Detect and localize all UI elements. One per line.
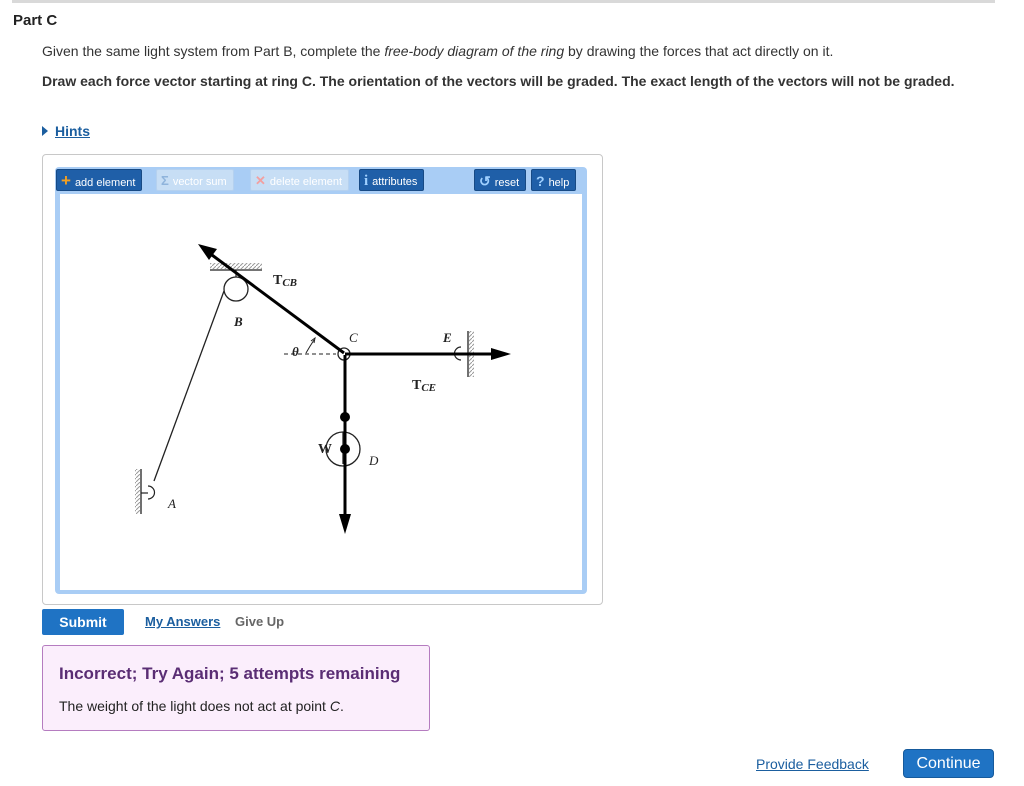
attributes-button[interactable] [359,169,424,191]
intro-emphasis: free-body diagram of the ring [384,43,565,59]
attributes-label: attributes [372,176,418,188]
drawing-canvas[interactable] [60,194,582,590]
top-divider [12,0,995,3]
plus-icon: + [61,171,71,190]
question-intro [42,43,833,59]
submit-button[interactable]: Submit [42,609,124,635]
give-up-link[interactable]: Give Up [235,614,285,629]
rope-ab [154,291,224,481]
label-tcb: TCB [273,273,298,289]
label-theta: θ [292,344,299,359]
label-b: B [234,314,243,329]
add-element-label: add element [74,177,136,189]
label-e: E [443,330,452,345]
info-icon: i [364,173,369,189]
feedback-box [42,645,430,731]
instructions: Draw each force vector starting at ring C. The orientation of the vectors will be graded. The exact length of the vectors will not be graded. [42,73,955,89]
free-body-diagram [60,194,582,590]
intro-text: Given the same light system from Part B, complete the [42,43,385,59]
vector-handle[interactable] [340,412,350,422]
ceiling-support-b [210,263,262,301]
help-button[interactable] [531,169,576,191]
delete-element-label: delete element [269,176,343,188]
vector-tce[interactable] [345,348,511,360]
wall-support-a [135,469,155,514]
reset-icon: ↺ [479,173,491,189]
provide-feedback-link[interactable]: Provide Feedback [756,756,869,772]
vector-tcb[interactable] [198,244,344,353]
sigma-icon: Σ [161,173,169,188]
hints-link[interactable]: Hints [55,123,90,139]
intro-text-end: by drawing the forces that act directly on it. [564,43,834,59]
question-icon: ? [536,173,545,189]
angle-arc [306,340,314,353]
label-c: C [349,330,358,345]
label-w: W [318,442,332,457]
reset-button[interactable] [474,169,526,191]
delete-element-button[interactable] [250,169,349,191]
vector-drawing-applet [42,154,603,605]
label-d: D [369,453,379,468]
applet-frame [55,167,587,594]
vector-handle[interactable] [340,444,350,454]
part-title: Part C [13,12,58,29]
label-a: A [168,496,176,511]
vector-sum-button[interactable] [156,169,234,191]
delete-x-icon: ✕ [255,173,266,188]
feedback-title: Incorrect; Try Again; 5 attempts remaining [59,664,401,683]
help-label: help [548,177,570,189]
feedback-message: The weight of the light does not act at point C. [59,698,344,714]
continue-button[interactable]: Continue [903,749,994,778]
hints-toggle[interactable] [42,123,90,139]
reset-label: reset [494,177,520,189]
label-tce: TCE [412,378,437,394]
vector-sum-label: vector sum [172,176,227,188]
triangle-right-icon [42,126,48,136]
add-element-button[interactable] [56,169,142,191]
my-answers-link[interactable]: My Answers [145,614,221,629]
